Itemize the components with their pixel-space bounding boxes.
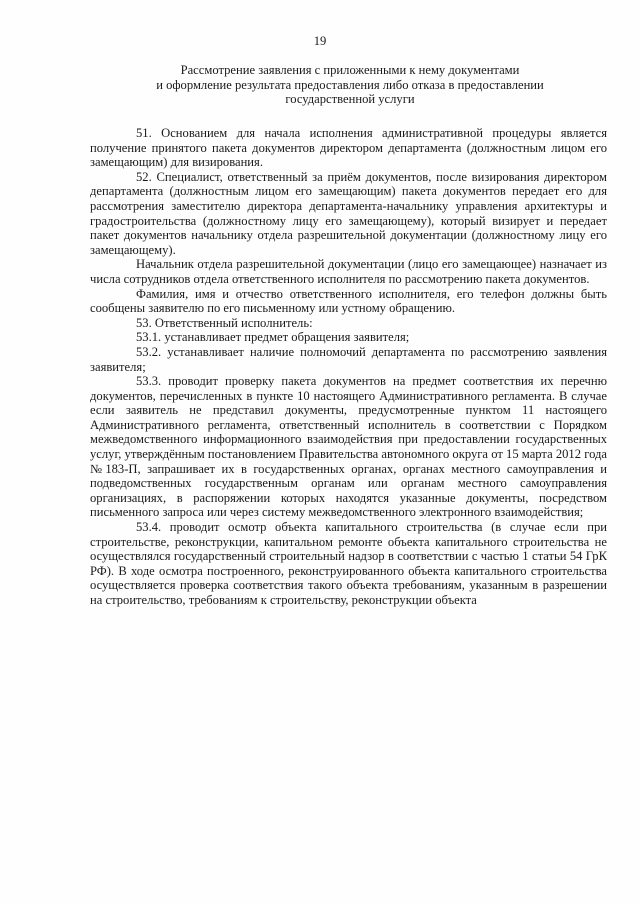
paragraph-executor-contact: Фамилия, имя и отчество ответственного исполнителя, его телефон должны быть сообщены заявителю по его письменному или устному обращению. — [90, 286, 607, 316]
document-body — [90, 126, 607, 608]
heading-line-1: Рассмотрение заявления с приложенными к нему документами — [180, 63, 520, 77]
paragraph-53-3: 53.3. проводит проверку пакета документов на предмет соответствия их перечню документов, перечисленных в пункте 10 настоящего Административного регламента. В случае если заявитель не представил документы, предусмотренные пунктом 11 настоящего Административного регламента, ответственный исполнитель в соответствии с Порядком межведомственного информационного взаимодействия при предоставлении государственных услуг, утверждённым постановлением Правительства автономного округа от 15 марта 2012 года №183-П, запрашивает их в государственных органах, органах местного самоуправления и подведомственных государственным органам или органам местного самоуправления организациях, в распоряжении которых находятся указанные документы, посредством письменного запроса или через систему межведомственного электронного взаимодействия; — [90, 374, 607, 520]
paragraph-53: 53. Ответственный исполнитель: — [136, 315, 313, 330]
paragraph-52: 52. Специалист, ответственный за приём документов, после визирования директором департамента (должностным лицом его замещающим) пакета документов передает его для рассмотрения заместителю директора департамента-начальнику управления архитектуры и градостроительства (должностному лицу его замещающему), который визирует и передает пакет документов начальнику отдела разрешительной документации (должностному лицу его замещающему). — [90, 169, 607, 257]
paragraph-51: 51. Основанием для начала исполнения административной процедуры является получение принятого пакета документов директором департамента (должностным лицом его замещающим) для визирования. — [90, 126, 607, 170]
paragraph-53-4: 53.4. проводит осмотр объекта капитального строительства (в случае если при строительстве, реконструкции, капитальном ремонте объекта капитального строительства не осуществлялся государственный строительный надзор в соответствии с частью 1 статьи 54 ГрК РФ). В ходе осмотра построенного, реконструированного объекта капитального строительства осуществляется проверка соответствия такого объекта требованиям, указанным в разрешении на строительство, требованиям к строительству, реконструкции объекта — [90, 520, 607, 607]
page-number: 19 — [313, 34, 327, 48]
paragraph-53-1: 53.1. устанавливает предмет обращения заявителя; — [136, 330, 410, 345]
paragraph-53-2: 53.2. устанавливает наличие полномочий департамента по рассмотрению заявления заявителя; — [90, 344, 607, 374]
heading-line-2: и оформление результата предоставления либо отказа в предоставлении — [156, 77, 544, 92]
paragraph-department-head: Начальник отдела разрешительной документации (лицо его замещающее) назначает из числа сотрудников отдела ответственного исполнителя по рассмотрению пакета документов. — [90, 257, 607, 286]
section-heading — [100, 63, 600, 107]
heading-line-3: государственной услуги — [285, 92, 415, 107]
